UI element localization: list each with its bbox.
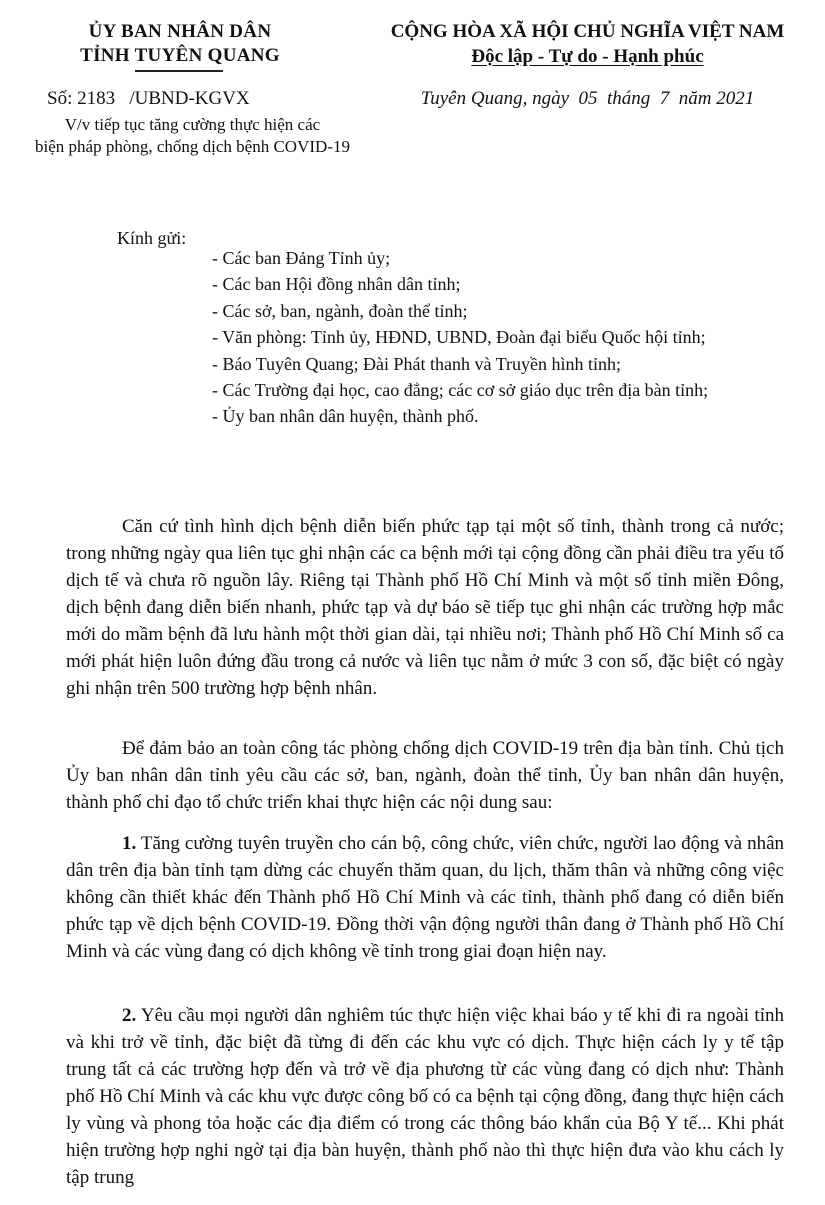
recipient-item: - Văn phòng: Tỉnh ủy, HĐND, UBND, Đoàn đại biểu Quốc hội tỉnh; (212, 327, 706, 348)
issuer-line2: TỈNH TUYÊN QUANG (80, 45, 280, 66)
recipient-item: - Các ban Đảng Tỉnh ủy; (212, 248, 391, 268)
item-paragraph (66, 1002, 784, 1191)
body-paragraph-directive (66, 735, 784, 816)
recipient-item: - Các sở, ban, ngành, đoàn thể tỉnh; (212, 300, 468, 321)
recipient-item: - Báo Tuyên Quang; Đài Phát thanh và Truyền hình tỉnh; (212, 353, 621, 374)
item-number: 1. (122, 833, 137, 854)
nation-title: CỘNG HÒA XÃ HỘI CHỦ NGHĨA VIỆT NAM (390, 21, 785, 42)
body-paragraph-context (66, 513, 784, 702)
recipient-item: - Các ban Hội đồng nhân dân tỉnh; (212, 274, 461, 295)
issuer-block (30, 20, 330, 68)
recipient-item: - Các Trường đại học, cao đẳng; các cơ sở giáo dục trên địa bàn tỉnh; (212, 380, 709, 401)
paragraph-text: Căn cứ tình hình dịch bệnh diễn biến phức tạp tại một số tỉnh, thành trong cả nước; trong những ngày qua liên tục ghi nhận các ca bệnh mới tại cộng đồng cần phải điều tra yếu tố dịch tế và chưa rõ nguồn lây. Riêng tại Thành phố Hồ Chí Minh và một số tỉnh miền Đông, dịch bệnh đang diễn biến nhanh, phức tạp và dự báo sẽ tiếp tục ghi nhận các trường hợp mắc mới do mầm bệnh đã lưu hành một thời gian dài, tại nhiều nơi; Thành phố Hồ Chí Minh số ca mới phát hiện luôn đứng đầu trong cả nước và liên tục nằm ở mức 3 con số, đặc biệt có ngày ghi nhận trên 500 trường hợp bệnh nhân. (66, 516, 784, 699)
body-item-1 (66, 830, 784, 965)
date-line: Tuyên Quang, ngày 05 tháng 7 năm 2021 (420, 88, 755, 109)
subject-line2: biện pháp phòng, chống dịch bệnh COVID-19 (35, 137, 350, 156)
national-header (350, 20, 825, 70)
subject-line1: V/v tiếp tục tăng cường thực hiện các (64, 115, 321, 134)
body-item-2 (66, 1002, 784, 1191)
recipient-item: - Ủy ban nhân dân huyện, thành phố. (212, 406, 479, 427)
doc-number-label: Số: (47, 88, 73, 109)
recipients-label: Kính gửi: (117, 228, 187, 248)
issuer-underline-rule (135, 70, 223, 72)
item-paragraph (66, 830, 784, 965)
paragraph-text: Để đảm bảo an toàn công tác phòng chống dịch COVID-19 trên địa bàn tỉnh. Chủ tịch Ủy ban nhân dân tỉnh yêu cầu các sở, ban, ngành, đoàn thể tỉnh, Ủy ban nhân dân huyện, thành phố chỉ đạo tổ chức triển khai thực hiện các nội dung sau: (66, 738, 784, 813)
document-number (47, 88, 250, 110)
doc-code: /UBND-KGVX (129, 88, 250, 109)
doc-number-value: 2183 (77, 88, 116, 109)
item-number: 2. (122, 1005, 137, 1026)
item-text: Yêu cầu mọi người dân nghiêm túc thực hiện việc khai báo y tế khi đi ra ngoài tỉnh và khi trở về tỉnh, đặc biệt đã từng đi đến các khu vực có dịch. Thực hiện cách ly y tế tập trung tất cả các trường hợp đến và trở về địa phương từ các vùng đang có dịch như: Thành phố Hồ Chí Minh và các khu vực được công bố có ca bệnh tại cộng đồng, đang thực hiện cách ly vùng và phong tỏa hoặc các địa điểm có trong các thông báo khẩn của Bộ Y tế... Khi phát hiện trường hợp nghi ngờ tại địa bàn huyện, thành phố nào thì thực hiện đưa vào khu cách ly tập trung (66, 1005, 784, 1188)
recipients-list (212, 245, 784, 430)
issuer-line1: ỦY BAN NHÂN DÂN (88, 21, 272, 42)
subject-block (0, 114, 385, 158)
item-text: Tăng cường tuyên truyền cho cán bộ, công chức, viên chức, người lao động và nhân dân trên địa bàn tỉnh tạm dừng các chuyến thăm quan, du lịch, thăm thân và những công việc không cần thiết khác đến Thành phố Hồ Chí Minh và các tỉnh, thành phố đang có diễn biến phức tạp về dịch bệnh COVID-19. Đồng thời vận động người thân đang ở Thành phố Hồ Chí Minh và các vùng đang có dịch không về tỉnh trong giai đoạn hiện nay. (66, 833, 784, 962)
national-motto: Độc lập - Tự do - Hạnh phúc (471, 46, 704, 67)
